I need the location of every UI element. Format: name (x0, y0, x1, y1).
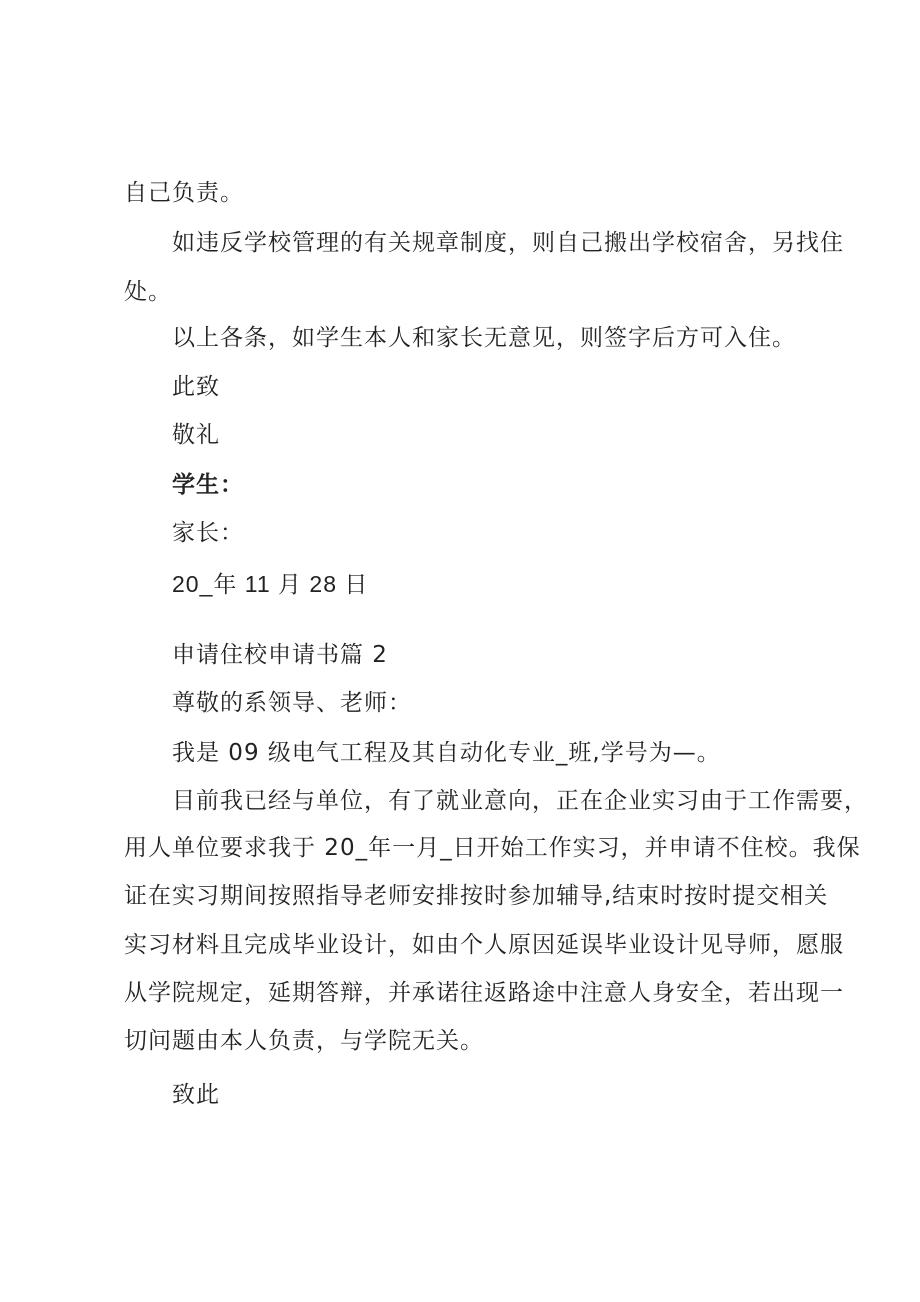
closing-cizhi: 此致 (172, 374, 220, 400)
salutation: 尊敬的系领导、老师： (172, 690, 412, 716)
body-line-3: 证在实习期间按照指导老师安排按时参加辅导,结束时按时提交相关 (124, 883, 829, 909)
body-line-5: 从学院规定，延期答辩，并承诺往返路途中注意人身安全，若出现一 (124, 980, 844, 1006)
paragraph-end-line: 自己负责。 (124, 180, 244, 206)
closing-jingli: 敬礼 (172, 422, 220, 448)
body-line-1: 目前我已经与单位，有了就业意向，正在企业实习由于工作需要， (172, 788, 868, 814)
student-signature-label: 学生： (172, 472, 244, 498)
rule-paragraph-line-1: 如违反学校管理的有关规章制度，则自己搬出学校宿舍，另找住 (172, 230, 844, 256)
parent-signature-label: 家长： (172, 520, 244, 546)
date-line: 20_年 11 月 28 日 (172, 571, 369, 597)
intro-line: 我是 09 级电气工程及其自动化专业_班,学号为—。 (172, 740, 721, 766)
rule-paragraph-line-2: 处。 (124, 279, 172, 305)
consent-paragraph: 以上各条，如学生本人和家长无意见，则签字后方可入住。 (172, 325, 796, 351)
body-line-2: 用人单位要求我于 20_年一月_日开始工作实习，并申请不住校。我保 (124, 835, 861, 861)
body-line-6: 切问题由本人负责，与学院无关。 (124, 1028, 484, 1054)
closing-zhici: 致此 (172, 1082, 220, 1108)
body-line-4: 实习材料且完成毕业设计，如由个人原因延误毕业设计见导师，愿服 (124, 932, 844, 958)
section-title: 申请住校申请书篇 2 (172, 642, 388, 668)
